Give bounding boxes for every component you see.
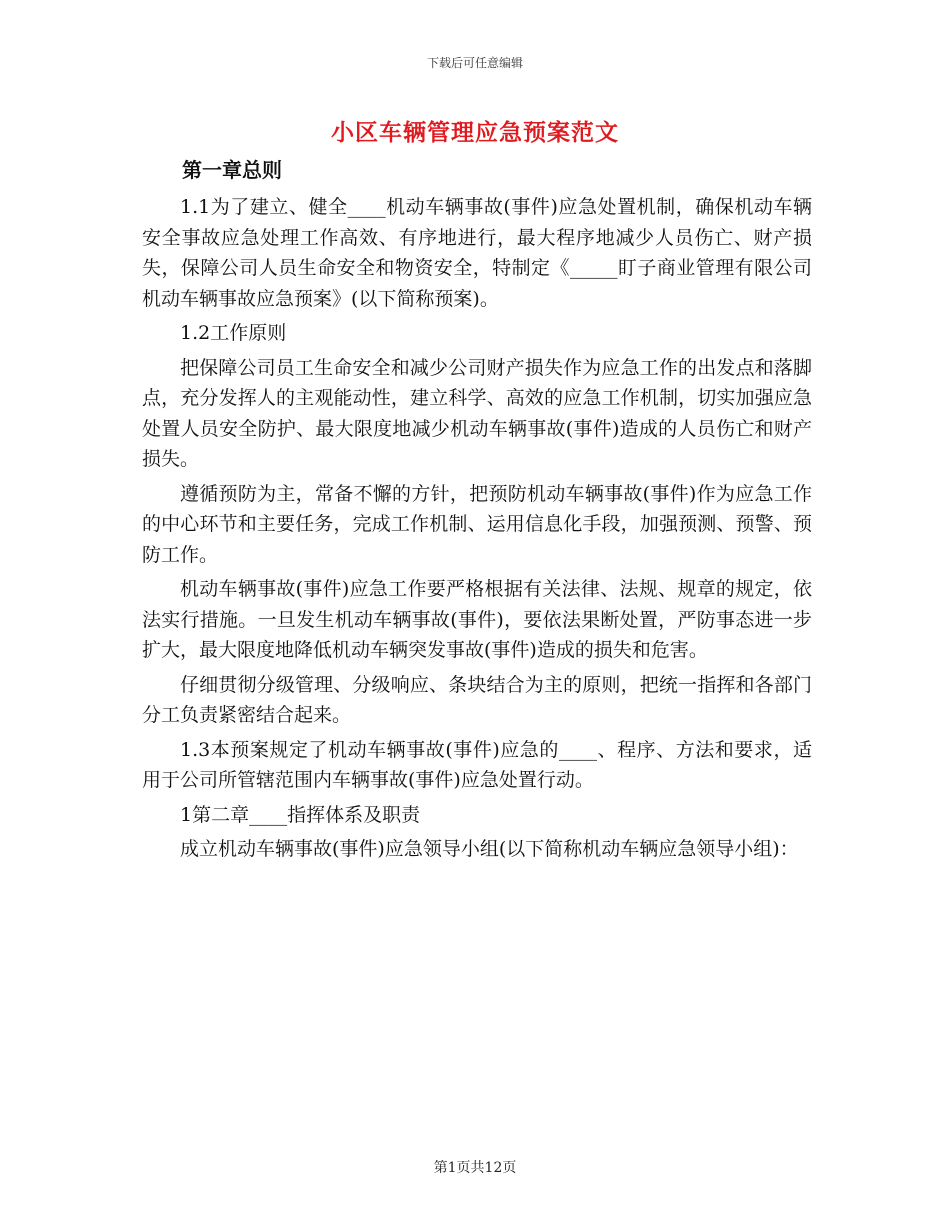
chapter-heading: 第一章总则 (182, 158, 282, 182)
paragraph-1-3: 1.3本预案规定了机动车辆事故(事件)应急的____、程序、方法和要求，适用于公司所管辖范围内车辆事故(事件)应急处置行动。 (142, 738, 812, 791)
page-number: 第1页共12页 (433, 1160, 517, 1176)
paragraph-principle-3: 机动车辆事故(事件)应急工作要严格根据有关法律、法规、规章的规定，依法实行措施。一旦发生机动车辆事故(事件)，要依法果断处置，严防事态进一步扩大，最大限度地降低机动车辆突发事故(事件)造成的损失和危害。 (142, 578, 812, 661)
paragraph-principle-4: 仔细贯彻分级管理、分级响应、条块结合为主的原则，把统一指挥和各部门分工负责紧密结合起来。 (142, 673, 812, 726)
paragraph-leadership-group: 成立机动车辆事故(事件)应急领导小组(以下简称机动车辆应急领导小组)： (180, 838, 799, 860)
paragraph-principle-2: 遵循预防为主，常备不懈的方针，把预防机动车辆事故(事件)作为应急工作的中心环节和主要任务，完成工作机制、运用信息化手段，加强预测、预警、预防工作。 (142, 482, 812, 566)
document-title: 小区车辆管理应急预案范文 (331, 119, 619, 146)
paragraph-1-1: 1.1为了建立、健全____机动车辆事故(事件)应急处置机制，确保机动车辆安全事故应急处理工作高效、有序地进行，最大程序地减少人员伤亡、财产损失，保障公司人员生命安全和物资安全，特制定《_____盯子商业管理有限公司机动车辆事故应急预案》(以下简称预案)。 (142, 196, 812, 310)
chapter-2-heading: 1第二章____指挥体系及职责 (180, 803, 421, 826)
paragraph-1-2-heading: 1.2工作原则 (180, 322, 287, 344)
page-header: 下载后可任意编辑 (426, 56, 523, 70)
paragraph-principle-1: 把保障公司员工生命安全和减少公司财产损失作为应急工作的出发点和落脚点，充分发挥人的主观能动性，建立科学、高效的应急工作机制，切实加强应急处置人员安全防护、最大限度地减少机动车辆事故(事件)造成的人员伤亡和财产损失。 (142, 356, 812, 470)
document-body (142, 154, 812, 865)
